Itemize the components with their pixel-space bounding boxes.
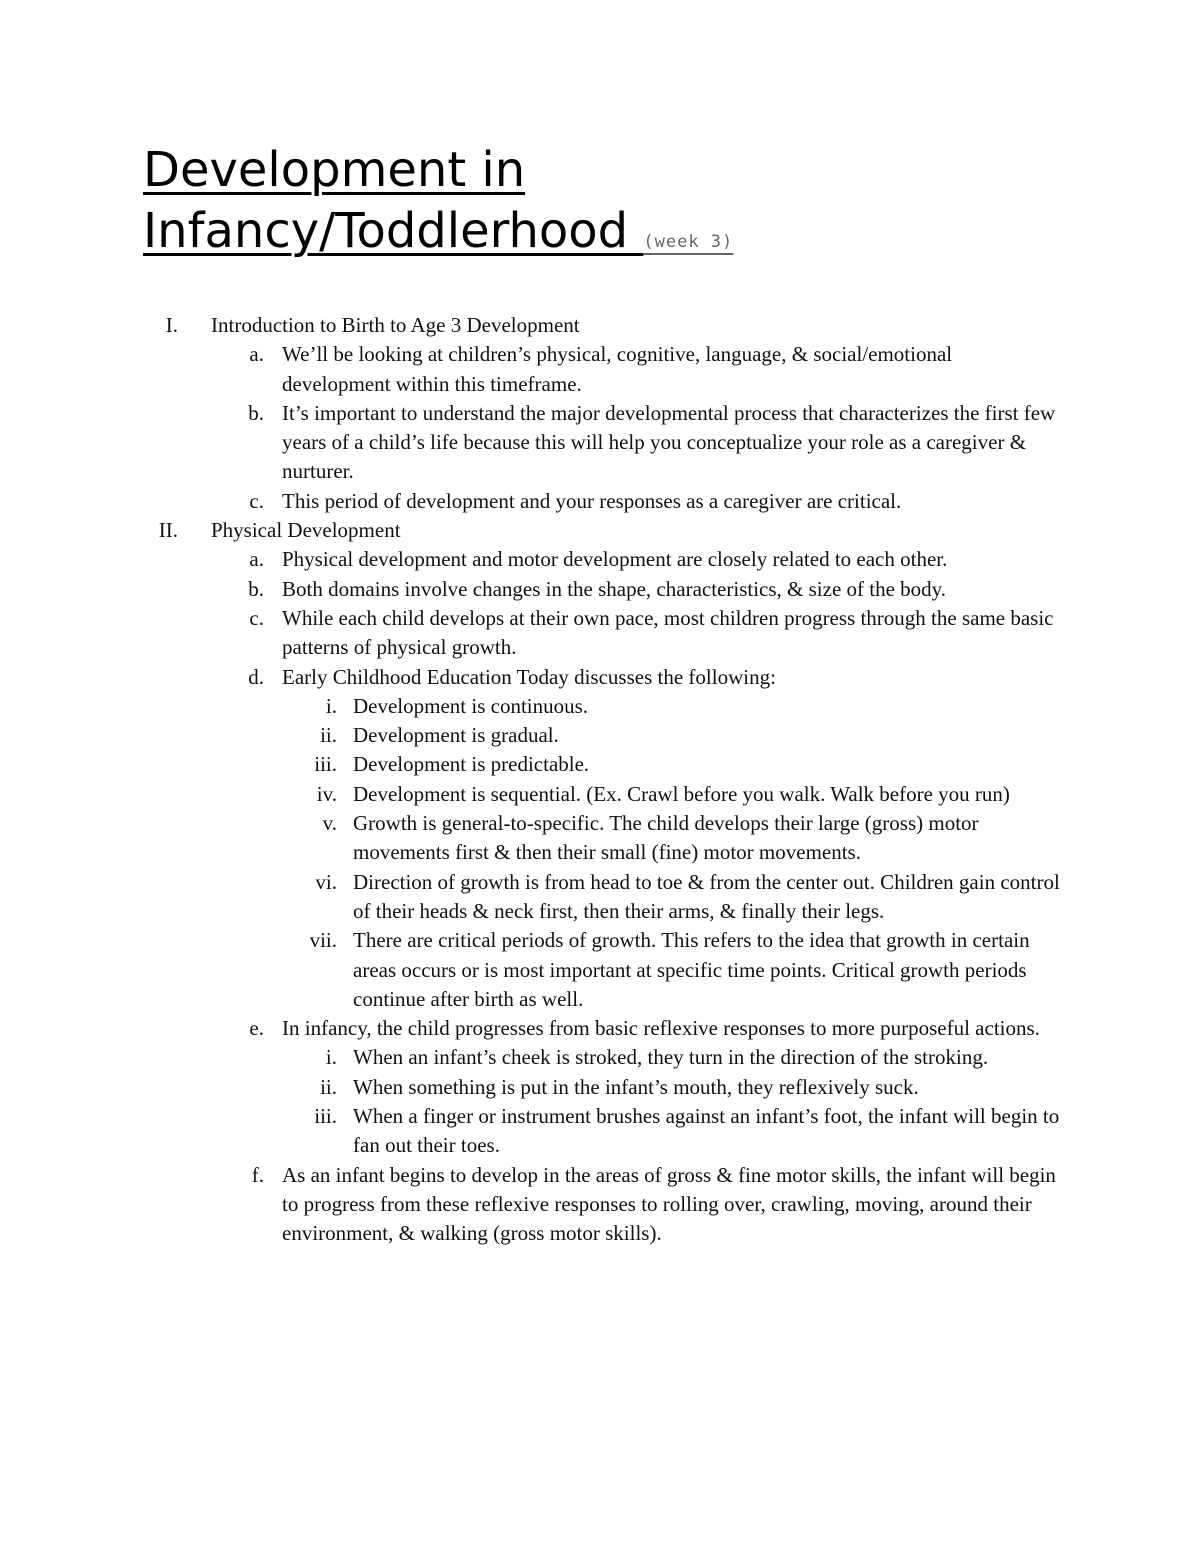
subitem-marker: ii.: [320, 1074, 337, 1099]
outline-subitem: [0, 809, 1200, 868]
outline-subitem: [0, 780, 1200, 809]
subitem-marker: i.: [325, 1045, 337, 1070]
outline-subitem: [0, 1102, 1200, 1161]
subitem-marker: ii.: [320, 723, 337, 748]
item-text: In infancy, the child progresses from basic reflexive responses to more purposeful actions.: [282, 1016, 1040, 1041]
subitem-text: Growth is general-to-specific. The child develops their large (gross) motor movements first & then their small (fine) motor movements.: [353, 811, 979, 865]
subitem-text: Development is continuous.: [353, 693, 589, 718]
title-week-label: (week 3): [643, 232, 734, 252]
subitem-text: Development is gradual.: [353, 723, 559, 748]
outline-subitem: [0, 868, 1200, 927]
section-heading: Physical Development: [211, 518, 401, 543]
subitem-marker: i.: [325, 693, 337, 718]
outline-list: [0, 311, 1200, 1249]
subitem-marker: vii.: [309, 928, 337, 953]
item-marker: b.: [248, 576, 264, 601]
page-title: [143, 140, 1043, 273]
item-text: Early Childhood Education Today discusses the following:: [282, 664, 776, 689]
section-marker: II.: [158, 518, 178, 543]
item-text: This period of development and your responses as a caregiver are critical.: [282, 488, 902, 513]
item-text: While each child develops at their own pace, most children progress through the same basic patterns of physical growth.: [282, 605, 1054, 660]
title-line-1: Development in: [143, 142, 526, 198]
subitem-marker: v.: [322, 811, 337, 836]
subitem-text: When a finger or instrument brushes against an infant’s foot, the infant will begin to fan out their toes.: [353, 1104, 1060, 1158]
outline-item: [0, 399, 1200, 487]
subitem-marker: iii.: [314, 1104, 337, 1129]
item-marker: e.: [249, 1016, 264, 1041]
outline-item: [0, 575, 1200, 604]
outline-section-1: [0, 311, 1200, 340]
item-text: As an infant begins to develop in the areas of gross & fine motor skills, the infant will begin to progress from these reflexive responses to rolling over, crawling, moving, around their environment, & walking (gross motor skills).: [282, 1162, 1056, 1246]
outline-item: [0, 1014, 1200, 1043]
title-line-2: Infancy/Toddlerhood: [143, 203, 644, 259]
outline-item: [0, 487, 1200, 516]
section-heading: Introduction to Birth to Age 3 Development: [211, 313, 580, 337]
outline-subitem: [0, 926, 1200, 1014]
subitem-text: When something is put in the infant’s mouth, they reflexively suck.: [353, 1074, 919, 1099]
outline-item: [0, 663, 1200, 692]
outline-item: [0, 604, 1200, 663]
item-marker: a.: [249, 342, 264, 367]
outline-subitem: [0, 692, 1200, 721]
item-text: Both domains involve changes in the shape, characteristics, & size of the body.: [282, 576, 947, 601]
item-marker: a.: [249, 547, 264, 572]
section-marker: I.: [165, 313, 178, 337]
subitem-text: Direction of growth is from head to toe & from the center out. Children gain control of their heads & neck first, then their arms, & finally their legs.: [353, 869, 1060, 923]
outline-item: [0, 545, 1200, 574]
item-text: Physical development and motor development are closely related to each other.: [282, 547, 948, 572]
subitem-text: There are critical periods of growth. This refers to the idea that growth in certain areas occurs or is most important at specific time points. Critical growth periods continue after birth as well.: [353, 928, 1030, 1011]
outline-item: [0, 340, 1200, 399]
subitem-text: Development is sequential. (Ex. Crawl before you walk. Walk before you run): [353, 781, 1010, 806]
subitem-marker: iii.: [314, 752, 337, 777]
item-marker: d.: [248, 664, 264, 689]
item-marker: c.: [249, 605, 264, 630]
item-marker: b.: [248, 400, 264, 425]
outline-subitem: [0, 1073, 1200, 1102]
subitem-text: When an infant’s cheek is stroked, they turn in the direction of the stroking.: [353, 1045, 989, 1070]
outline-subitem: [0, 750, 1200, 779]
item-marker: f.: [251, 1162, 264, 1187]
subitem-marker: iv.: [316, 781, 337, 806]
subitem-marker: vi.: [315, 869, 337, 894]
item-text: We’ll be looking at children’s physical, cognitive, language, & social/emotional development within this timeframe.: [282, 342, 953, 396]
item-text: It’s important to understand the major developmental process that characterizes the first few years of a child’s life because this will help you conceptualize your role as a caregiver & nurturer.: [282, 400, 1056, 484]
outline-item: [0, 1161, 1200, 1249]
outline-subitem: [0, 1043, 1200, 1072]
outline-section-2: [0, 516, 1200, 545]
subitem-text: Development is predictable.: [353, 752, 590, 777]
item-marker: c.: [249, 488, 264, 513]
outline-subitem: [0, 721, 1200, 750]
